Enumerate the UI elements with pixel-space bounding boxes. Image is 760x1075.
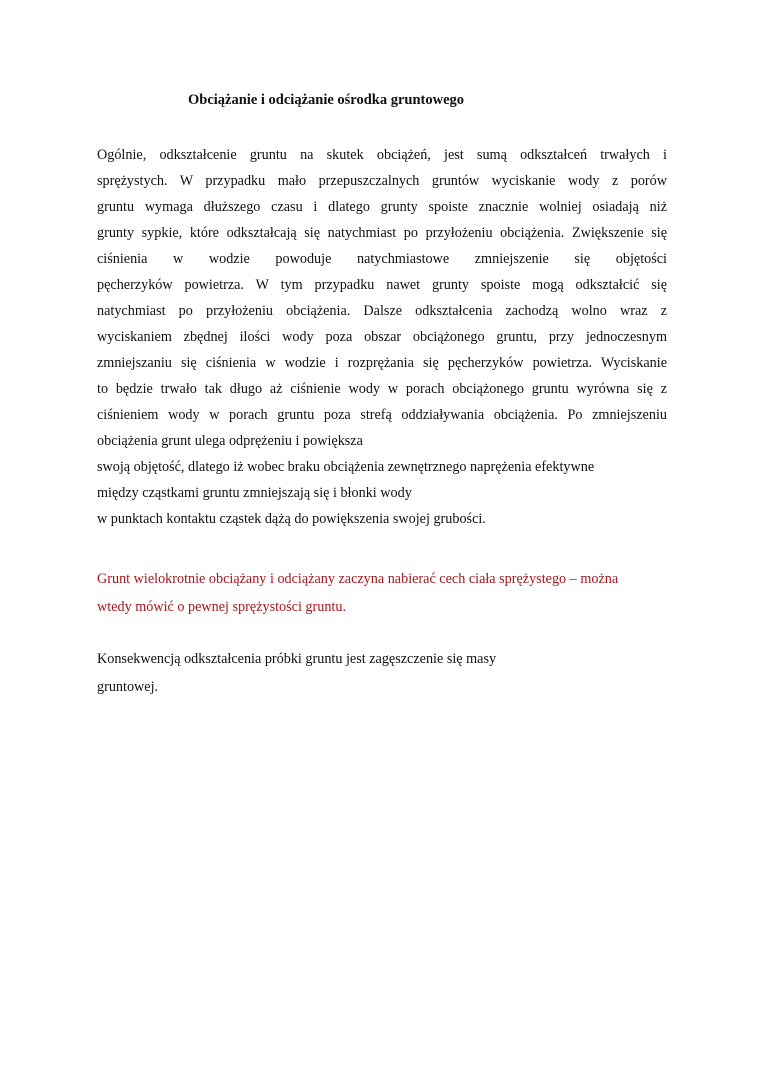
text-line: swoją objętość, dlatego iż wobec braku obciążenia zewnętrznego naprężenia efektywne	[97, 459, 595, 475]
text-line: Konsekwencją odkształcenia próbki gruntu jest zagęszczenie się masy	[97, 651, 497, 667]
text-line: zmniejszaniu się ciśnienia w wodzie i rozprężania się pęcherzyków powietrza. Wyciskanie	[97, 355, 667, 371]
text-line: między cząstkami gruntu zmniejszają się i błonki wody	[97, 485, 412, 501]
text-line: ciśnienia w wodzie powoduje natychmiastowe zmniejszenie się objętości	[97, 251, 667, 267]
text-line: grunty sypkie, które odkształcają się natychmiast po przyłożeniu obciążenia. Zwiększenie się	[97, 225, 667, 241]
text-line: Ogólnie, odkształcenie gruntu na skutek obciążeń, jest sumą odkształceń trwałych i	[97, 147, 667, 163]
paragraph-highlight	[97, 568, 667, 624]
text-line: sprężystych. W przypadku mało przepuszczalnych gruntów wyciskanie wody z porów	[97, 173, 667, 189]
text-line: obciążenia grunt ulega odprężeniu i powiększa	[97, 433, 363, 449]
text-line: Grunt wielokrotnie obciążany i odciążany zaczyna nabierać cech ciała sprężystego – można	[97, 571, 619, 587]
text-line: gruntu wymaga dłuższego czasu i dlatego grunty spoiste znacznie wolniej osiadają niż	[97, 199, 667, 215]
paragraph-conclusion	[97, 648, 667, 704]
text-line: natychmiast po przyłożeniu obciążenia. Dalsze odkształcenia zachodzą wolno wraz z	[97, 303, 667, 319]
text-line: to będzie trwało tak długo aż ciśnienie wody w porach obciążonego gruntu wyrówna się z	[97, 381, 667, 397]
paragraph-main	[97, 144, 667, 534]
text-line: ciśnieniem wody w porach gruntu poza strefą oddziaływania obciążenia. Po zmniejszeniu	[97, 407, 667, 423]
text-line: pęcherzyków powietrza. W tym przypadku nawet grunty spoiste mogą odkształcić się	[97, 277, 667, 293]
text-line: w punktach kontaktu cząstek dążą do powiększenia swojej grubości.	[97, 511, 486, 527]
document-title: Obciążanie i odciążanie ośrodka gruntowego	[188, 92, 465, 108]
text-line: wtedy mówić o pewnej sprężystości gruntu.	[97, 599, 347, 615]
text-line: wyciskaniem zbędnej ilości wody poza obszar obciążonego gruntu, przy jednoczesnym	[97, 329, 667, 345]
text-line: gruntowej.	[97, 679, 159, 695]
